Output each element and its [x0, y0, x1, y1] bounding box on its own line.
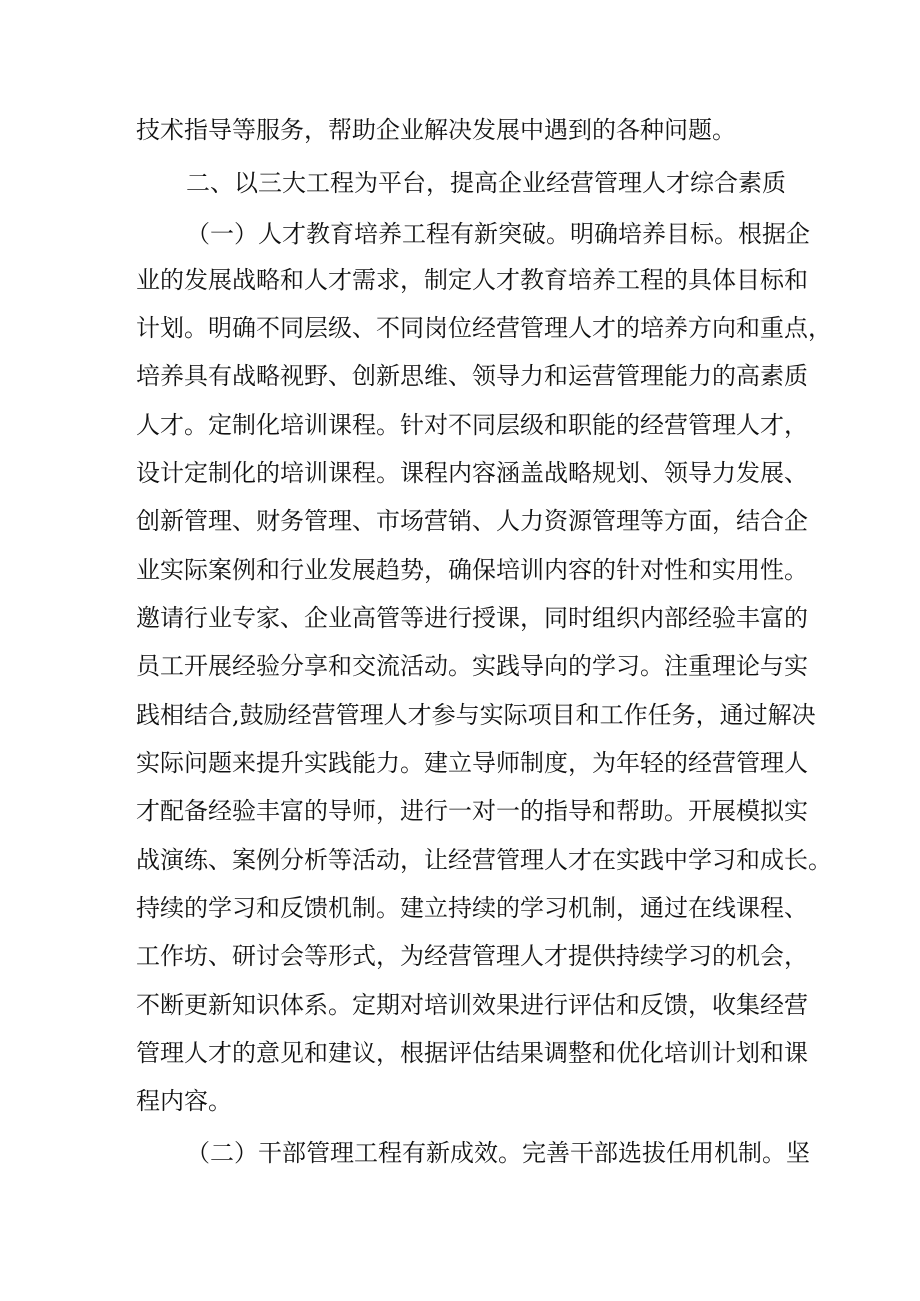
body-line-10: 业实际案例和行业发展趋势，确保培训内容的针对性和实用性。 — [136, 556, 808, 584]
subsection-heading-1: （一）人才教育培养工程有新突破。明确培养目标。根据企 — [186, 220, 810, 248]
body-line-20: 管理人才的意见和建议，根据评估结果调整和优化培训计划和课 — [136, 1039, 808, 1067]
subsection-heading-2: （二）干部管理工程有新成效。完善干部选拔任用机制。坚 — [186, 1139, 810, 1167]
body-line-8: 设计定制化的培训课程。课程内容涵盖战略规划、领导力发展、 — [136, 459, 808, 487]
body-line-9: 创新管理、财务管理、市场营销、人力资源管理等方面，结合企 — [136, 507, 808, 535]
body-line-16: 战演练、案例分析等活动，让经营管理人才在实践中学习和成长。 — [136, 846, 832, 874]
body-line-11: 邀请行业专家、企业高管等进行授课，同时组织内部经验丰富的 — [136, 604, 808, 632]
body-line-19: 不断更新知识体系。定期对培训效果进行评估和反馈，收集经营 — [136, 991, 808, 1019]
body-line-14: 实际问题来提升实践能力。建立导师制度，为年轻的经营管理人 — [136, 749, 808, 777]
body-line-13: 践相结合,鼓励经营管理人才参与实际项目和工作任务，通过解决 — [136, 701, 816, 729]
body-line-21: 程内容。 — [136, 1087, 232, 1115]
body-line-18: 工作坊、研讨会等形式，为经营管理人才提供持续学习的机会， — [136, 942, 808, 970]
section-heading-2: 二、以三大工程为平台，提高企业经营管理人才综合素质 — [186, 169, 786, 197]
body-line-4: 业的发展战略和人才需求，制定人才教育培养工程的具体目标和 — [136, 266, 808, 294]
body-line-6: 培养具有战略视野、创新思维、领导力和运营管理能力的高素质 — [136, 362, 808, 390]
body-line-17: 持续的学习和反馈机制。建立持续的学习机制，通过在线课程、 — [136, 894, 808, 922]
body-line-7: 人才。定制化培训课程。针对不同层级和职能的经营管理人才， — [136, 411, 808, 439]
body-line-15: 才配备经验丰富的导师，进行一对一的指导和帮助。开展模拟实 — [136, 797, 808, 825]
body-line-1: 技术指导等服务，帮助企业解决发展中遇到的各种问题。 — [136, 116, 736, 144]
body-line-12: 员工开展经验分享和交流活动。实践导向的学习。注重理论与实 — [136, 652, 808, 680]
body-line-5: 计划。明确不同层级、不同岗位经营管理人才的培养方向和重点， — [136, 314, 832, 342]
